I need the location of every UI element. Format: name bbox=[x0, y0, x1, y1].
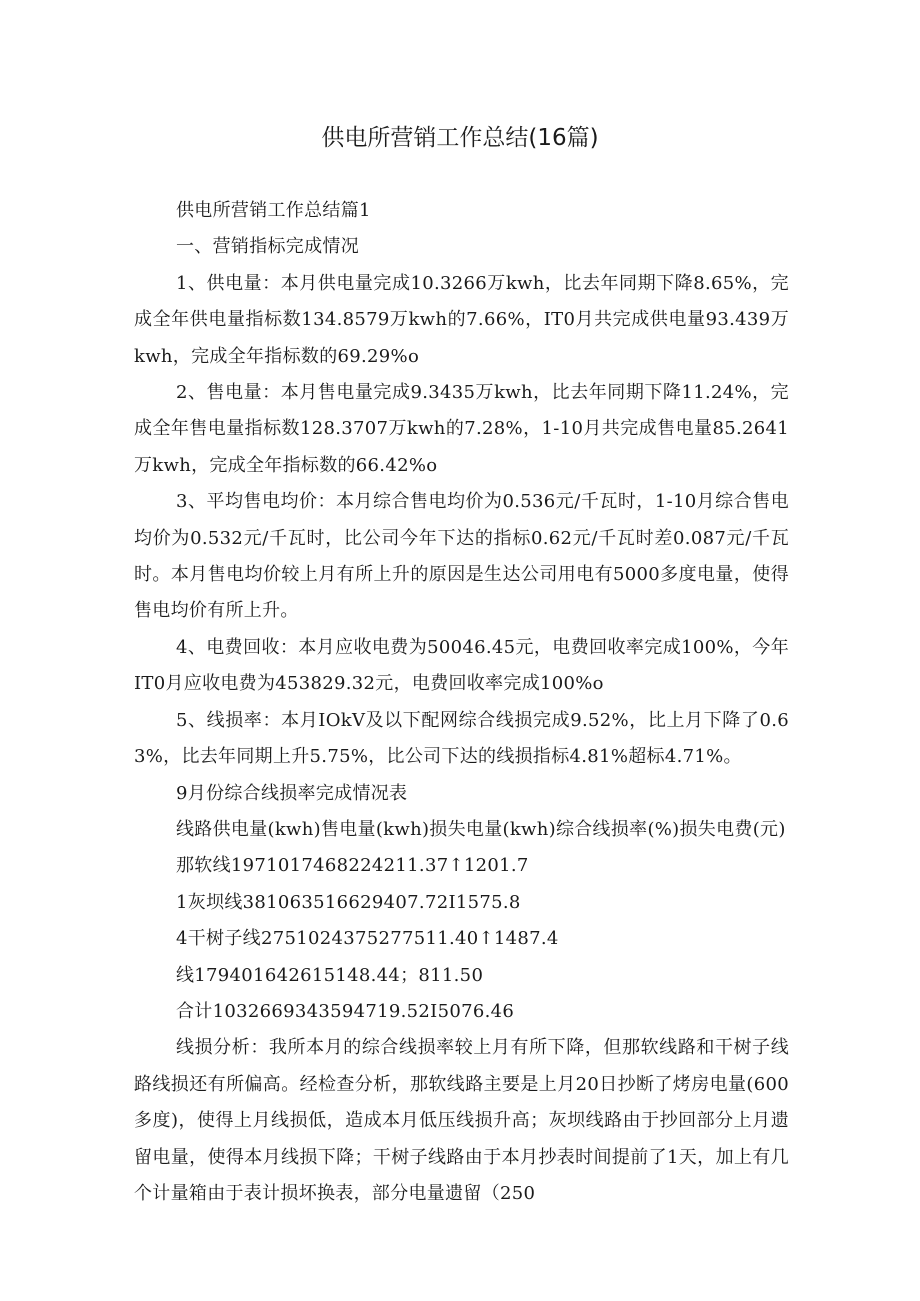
document-title: 供电所营销工作总结(16篇) bbox=[321, 125, 599, 151]
table-header-line: 线路供电量(kwh)售电量(kwh)损失电量(kwh)综合线损率(%)损失电费(元) bbox=[176, 818, 786, 840]
subsection-heading: 一、营销指标完成情况 bbox=[176, 236, 359, 258]
table-row-line: 那软线1971017468224211.37↑1201.7 bbox=[176, 855, 529, 877]
table-row-line: 4干树子线2751024375277511.40↑1487.4 bbox=[176, 928, 559, 950]
paragraph-line-loss: 5、线损率：本月IOkV及以下配网综合线损完成9.52%，比上月下降了0.63%，比去年同期上升5.75%，比公司下达的线损指标4.81%超标4.71%。 bbox=[134, 709, 789, 768]
paragraph-power-supply: 1、供电量：本月供电量完成10.3266万kwh，比去年同期下降8.65%，完成全年供电量指标数134.8579万kwh的7.66%，IT0月共完成供电量93.439万kwh，完成全年指标数的69.29%o bbox=[134, 272, 789, 367]
paragraph-power-sales: 2、售电量：本月售电量完成9.3435万kwh，比去年同期下降11.24%，完成全年售电量指标数128.3707万kwh的7.28%，1-10月共完成售电量85.2641万kwh，完成全年指标数的66.42%o bbox=[134, 382, 789, 476]
table-row-line: 1灰坝线381063516629407.72I1575.8 bbox=[176, 891, 521, 913]
document-body bbox=[134, 193, 789, 1212]
table-row-line: 线179401642615148.44；811.50 bbox=[176, 964, 484, 986]
paragraph-fee-recovery: 4、电费回收：本月应收电费为50046.45元，电费回收率完成100%，今年IT0月应收电费为453829.32元，电费回收率完成100%o bbox=[134, 636, 789, 695]
section-heading: 供电所营销工作总结篇1 bbox=[176, 200, 371, 221]
paragraph-average-price: 3、平均售电均价：本月综合售电均价为0.536元/千瓦时，1-10月综合售电均价为0.532元/千瓦时，比公司今年下达的指标0.62元/千瓦时差0.087元/千瓦时。本月售电均价较上月有所上升的原因是生达公司用电有5000多度电量，使得售电均价有所上升。 bbox=[134, 491, 789, 622]
table-caption: 9月份综合线损率完成情况表 bbox=[176, 782, 408, 804]
table-total-line: 合计1032669343594719.52I5076.46 bbox=[176, 1000, 515, 1022]
paragraph-loss-analysis: 线损分析：我所本月的综合线损率较上月有所下降，但那软线路和干树子线路线损还有所偏高。经检查分析，那软线路主要是上月20日抄断了烤房电量(600多度)，使得上月线损低，造成本月低压线损升高；灰坝线路由于抄回部分上月遗留电量，使得本月线损下降；干树子线路由于本月抄表时间提前了1天，加上有几个计量箱由于表计损坏换表，部分电量遗留（250 bbox=[134, 1037, 789, 1204]
